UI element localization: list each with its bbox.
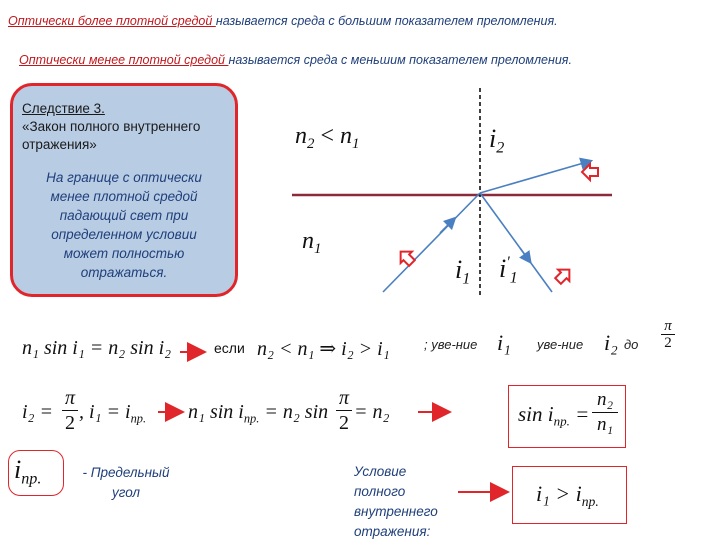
ipr-symbol: $i_{пр.}$ — [14, 455, 42, 488]
increase-var-2: i₂ — [604, 330, 618, 355]
law-name: «Закон полного внутреннего отражения» — [22, 119, 201, 152]
increase-label-2: уве-ние — [537, 337, 584, 352]
i2-equals: i₂ = — [22, 401, 54, 423]
hollow-arrow-reflected — [552, 264, 575, 287]
incident-arrow — [440, 221, 452, 233]
reflected-arrow — [520, 248, 528, 259]
row2-equation-rhs: = n₂ — [354, 401, 390, 423]
critical-angle-ratio: n₂ n₁ — [592, 388, 618, 437]
snell-law: n₁ sin i₁ = n₂ sin i₂ — [22, 337, 172, 359]
label-i2: $i_2$ — [489, 124, 505, 157]
if-word: если — [214, 340, 245, 356]
header-def-less-dense: называется среда с меньшим показателем преломления. — [228, 53, 572, 67]
header-term-denser: Оптически более плотной средой — [8, 14, 216, 28]
hollow-arrow-incident — [395, 246, 418, 269]
tir-condition-formula: $i_1 > i_{пр.}$ — [536, 481, 599, 509]
label-n1-lower: $n_1$ — [302, 228, 322, 258]
snell-condition: n₂ < n₁ ⇒ i₂ > i₁ — [257, 338, 390, 360]
row2-pi-over-2: π 2 — [62, 386, 78, 435]
label-i1: $i_1$ — [455, 255, 471, 288]
hollow-arrow-refracted — [582, 164, 598, 180]
row2-pi-over-2-b: π 2 — [336, 386, 352, 435]
corollary-title: Следствие 3. — [22, 101, 105, 116]
pi-over-2: π 2 — [661, 318, 675, 351]
row2-condition: , $i_1 = i_{пр.}$ — [79, 401, 147, 426]
increase-label-1: ; уве-ние — [424, 337, 478, 352]
increase-var-1: i₁ — [497, 330, 511, 355]
critical-angle-label: - Предельный угол — [82, 465, 170, 500]
to-word: до — [624, 337, 639, 352]
header-term-less-dense: Оптически менее плотной средой — [19, 53, 229, 67]
label-i1-prime: $i'_1$ — [499, 254, 518, 287]
label-n2-lt-n1: $n_2 < n_1$ — [295, 123, 360, 153]
refracted-ray — [480, 162, 587, 193]
header-def-denser: называется среда с большим показателем преломления. — [215, 14, 558, 28]
row2-equation: n₁ $\sin i_{пр.} = n_2$ sin — [188, 401, 329, 426]
corollary-body: На границе с оптически менее плотной средой падающий свет при определенном условии может полностью отражаться. — [46, 170, 202, 280]
tir-condition-label: Условие полного внутреннего отражения: — [354, 464, 438, 539]
critical-angle-sin: $\sin i_{пр.}$ = — [518, 402, 590, 429]
